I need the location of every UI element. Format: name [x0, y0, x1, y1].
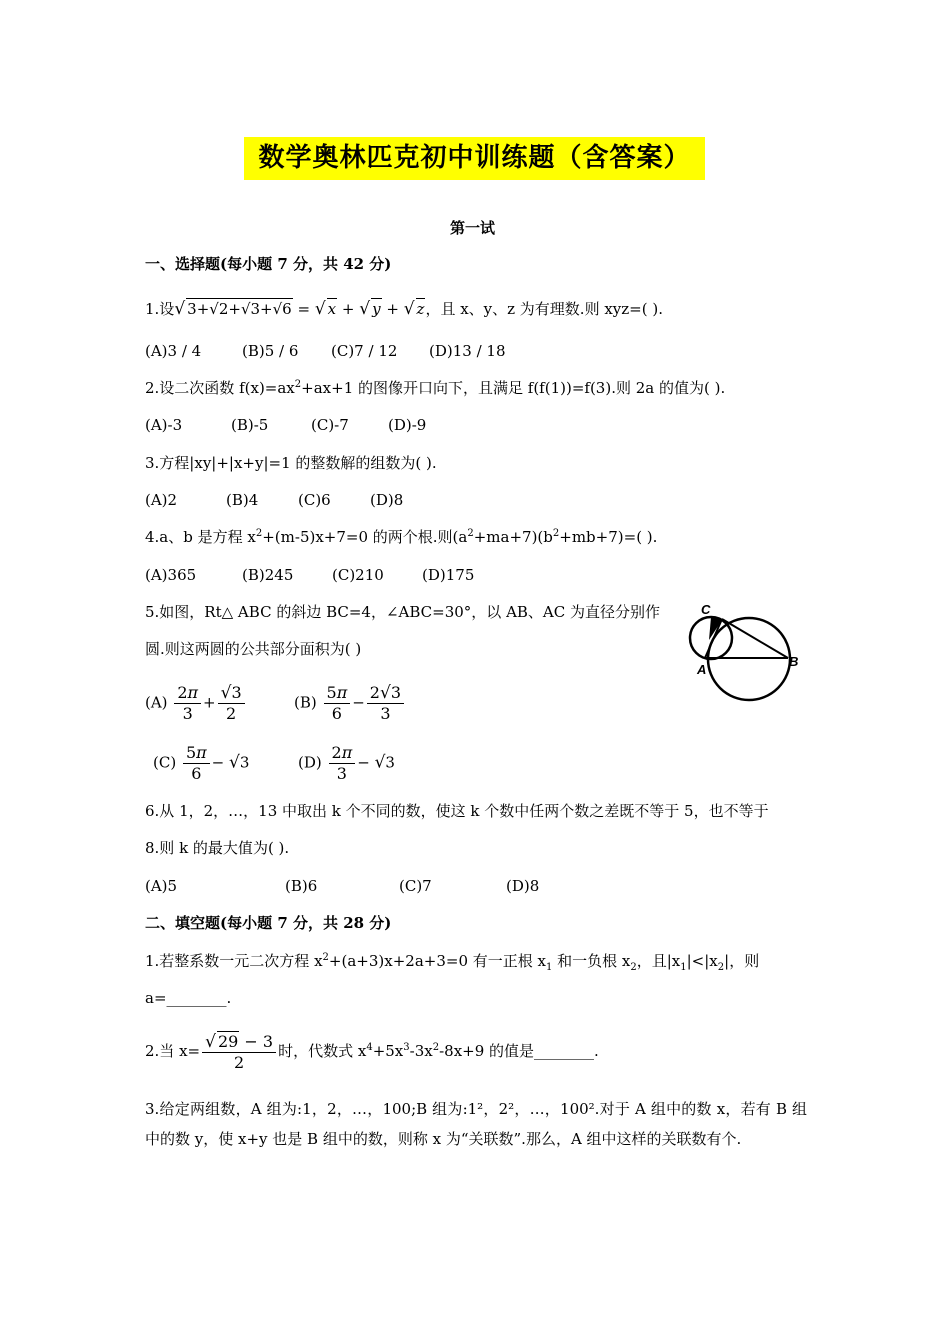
question-3-options	[145, 490, 403, 510]
option-b: (B)6	[285, 877, 318, 895]
option-c: (C)7 / 12	[331, 342, 398, 360]
question-6-line2: 8.则 k 的最大值为( ).	[145, 839, 290, 857]
option-c-label: (C)	[153, 753, 177, 772]
option-a: (A)3 / 4	[145, 342, 202, 360]
question-5-line2: 圆.则这两圆的公共部分面积为( )	[145, 640, 362, 658]
question-1: 1.设√ 3+√2+√3+√6 = √ x + √ y + √ z，且 x、y、z 为有理数.则 xyz=( ).	[145, 299, 663, 319]
fill-question-1-line2: a=________.	[145, 989, 232, 1007]
label-a: A	[697, 662, 707, 677]
question-5-option-d: (D) $\frac{2\pi}{3}$ − √3	[298, 743, 395, 783]
option-b: (B)245	[242, 566, 294, 584]
option-b: (B)5 / 6	[242, 342, 299, 360]
label-c: C	[701, 602, 711, 617]
question-3: 3.方程|xy|+|x+y|=1 的整数解的组数为( ).	[145, 454, 437, 472]
option-a-label: (A)	[145, 693, 168, 712]
option-a: (A)2	[145, 491, 178, 509]
fill-question-2: 2.当 x= $\frac{√ 29 - 3}{2}$ 时，代数式 $x^4+5x^3-3x^2-8x+9$ 的值是________.	[145, 1032, 599, 1072]
question-5-option-b: (B) $\frac{5\pi}{6}$ − $\frac{2√3}{3}$	[294, 683, 406, 724]
label-b: B	[789, 654, 799, 669]
option-d: (D)8	[370, 491, 404, 509]
option-b: (B)-5	[231, 416, 269, 434]
question-2: 2.设二次函数 $f(x)=ax^2+ax+1$ 的图像开口向下，且满足 f(f(1))=f(3).则 2a 的值为( ).	[145, 379, 726, 397]
fill-question-3: 3.给定两组数，A 组为:1，2，…，100;B 组为:1²，2²，…，100².对于 A 组中的数 x，若有 B 组中的数 y，使 x+y 也是 B 组中的数，则称 x 为“关联数”.那么，A 组中这样的关联数有个.	[145, 1100, 807, 1148]
option-d: (D)8	[506, 877, 540, 895]
question-2-options	[145, 415, 426, 435]
geometry-figure	[685, 598, 805, 704]
question-5-line1: 5.如图，Rt△ ABC 的斜边 BC=4，∠ABC=30°，以 AB、AC 为直径分别作	[145, 603, 661, 621]
option-c: (C)7	[399, 877, 432, 895]
option-d: (D)175	[422, 566, 475, 584]
fill-question-1-line1: 1.若整系数一元二次方程 $x^2+(a+3)x+2a+3=0$ 有一正根 $x_1$ 和一负根 $x_2$，且$|x_1|<|x_2|$，则	[145, 952, 760, 973]
option-a: (A)5	[145, 877, 178, 895]
page-title: 数学奥林匹克初中训练题（含答案）	[244, 137, 705, 180]
option-b-label: (B)	[294, 693, 317, 712]
option-d: (D)13 / 18	[429, 342, 506, 360]
question-5-option-c: (C) $\frac{5\pi}{6}$ − √3	[153, 743, 250, 783]
question-6-line1: 6.从 1，2，…，13 中取出 k 个不同的数，使这 k 个数中任两个数之差既不等于 5，也不等于	[145, 802, 769, 820]
option-a: (A)365	[145, 566, 197, 584]
question-6-options	[145, 876, 539, 896]
option-b: (B)4	[226, 491, 259, 509]
option-a: (A)-3	[145, 416, 183, 434]
section1-heading: 一、选择题(每小题 7 分，共 42 分)	[145, 255, 392, 273]
question-4-options	[145, 565, 474, 585]
option-c: (C)210	[332, 566, 384, 584]
subtitle: 第一试	[450, 219, 496, 237]
option-c: (C)6	[298, 491, 331, 509]
option-d-label: (D)	[298, 753, 322, 772]
question-5-options-ab: (A) $\frac{2\pi}{3}$ + $\frac{√3}{2}$	[145, 683, 247, 724]
question-4: 4.a、b 是方程 $x^2+(m-5)x+7=0$ 的两个根.则$(a^2+ma+7)(b^2+mb+7)=$( ).	[145, 528, 658, 546]
option-c: (C)-7	[311, 416, 349, 434]
option-d: (D)-9	[388, 416, 427, 434]
section2-heading: 二、填空题(每小题 7 分，共 28 分)	[145, 914, 392, 932]
question-1-options	[145, 341, 506, 361]
